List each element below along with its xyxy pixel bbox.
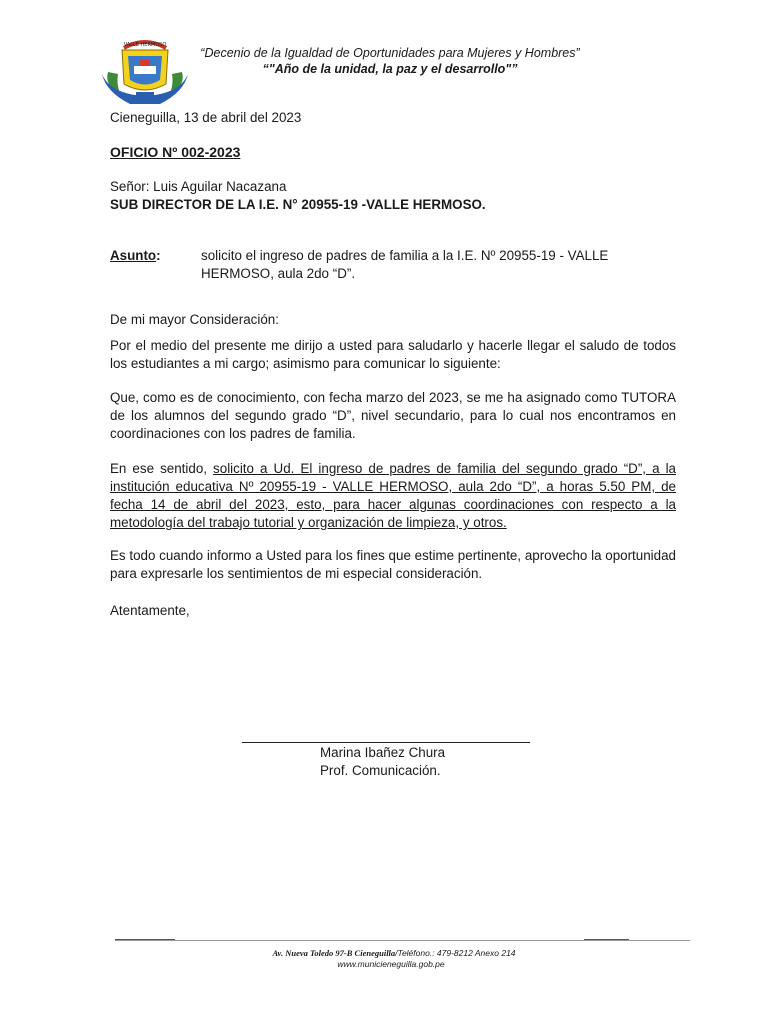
asunto-label: Asunto:: [110, 248, 161, 263]
oficio-number: OFICIO Nº 002-2023: [110, 144, 241, 160]
asunto-text: solicito el ingreso de padres de familia a la I.E. Nº 20955-19 - VALLE HERMOSO, aula 2do “D”.: [201, 248, 609, 281]
footer-address: Av. Nueva Toledo 97-B Cieneguilla/Teléfono.: 479-8212 Anexo 214: [272, 948, 516, 958]
footer-divider-accent-right: [584, 939, 629, 940]
paragraph-4: Es todo cuando informo a Usted para los fines que estime pertinente, aprovecho la oportunidad para expresarle los sentimientos de mi especial consideración.: [110, 548, 676, 581]
request-underlined: solicito a Ud. El ingreso de padres de familia del segundo grado “D”, a la institución educativa Nº 20955-19 - VALLE HERMOSO, aula 2do “D”, a horas 5.50 PM, de fecha 14 de abril del 2023, esto, para hacer algunas coordinaciones con respecto a la metodología del trabajo tutorial y organización de limpieza, y otros.: [110, 461, 676, 530]
recipient-name: Señor: Luis Aguilar Nacazana: [110, 179, 287, 194]
paragraph-2: Que, como es de conocimiento, con fecha marzo del 2023, se me ha asignado como TUTORA de los alumnos del segundo grado “D”, nivel secundario, para lo cual nos encontramos en coordinaciones con los padres de familia.: [110, 390, 676, 441]
svg-text:VALLE HERMOSO: VALLE HERMOSO: [123, 42, 167, 48]
signer-name: Marina Ibañez Chura: [320, 745, 446, 760]
letter-date: Cieneguilla, 13 de abril del 2023: [110, 110, 302, 125]
signer-title: Prof. Comunicación.: [320, 763, 441, 778]
footer-website: www.municieneguilla.gob.pe: [337, 959, 445, 969]
footer-divider: [115, 940, 690, 941]
signature-line: [242, 742, 530, 743]
header-year-motto: “"Año de la unidad, la paz y el desarrollo"”: [262, 62, 518, 76]
header-decade-motto: “Decenio de la Igualdad de Oportunidades para Mujeres y Hombres”: [200, 46, 580, 60]
footer-divider-accent-left: [115, 939, 175, 940]
paragraph-3: En ese sentido, solicito a Ud. El ingreso de padres de familia del segundo grado “D”, a la institución educativa Nº 20955-19 - VALLE HERMOSO, aula 2do “D”, a horas 5.50 PM, de fecha 14 de abril del 2023, esto, para hacer algunas coordinaciones con respecto a la metodología del trabajo tutorial y organización de limpieza, y otros.: [110, 461, 676, 530]
recipient-title: SUB DIRECTOR DE LA I.E. N° 20955-19 -VALLE HERMOSO.: [110, 197, 486, 212]
paragraph-1: Por el medio del presente me dirijo a usted para saludarlo y hacerle llegar el saludo de todos los estudiantes a mi cargo; asimismo para comunicar lo siguiente:: [110, 338, 676, 371]
greeting: De mi mayor Consideración:: [110, 312, 279, 327]
closing: Atentamente,: [110, 603, 190, 618]
